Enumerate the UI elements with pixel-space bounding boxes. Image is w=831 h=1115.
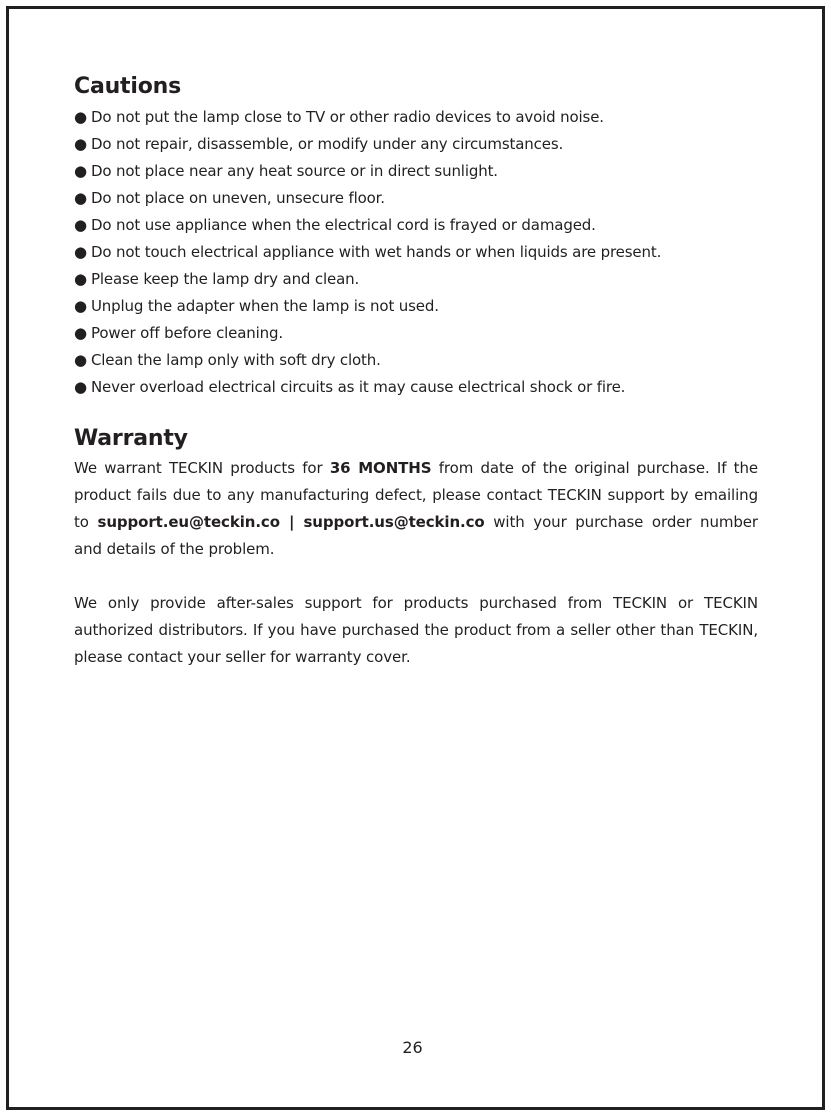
caution-text: Do not put the lamp close to TV or other radio devices to avoid noise. bbox=[90, 108, 604, 126]
caution-text: Power off before cleaning. bbox=[90, 324, 284, 342]
caution-text: Unplug the adapter when the lamp is not used. bbox=[90, 297, 439, 315]
bullet-icon: ● bbox=[74, 216, 87, 234]
caution-item bbox=[74, 239, 758, 266]
email-separator: | bbox=[279, 513, 304, 531]
caution-item bbox=[74, 131, 758, 158]
caution-item bbox=[74, 266, 758, 293]
warranty-paragraph bbox=[74, 455, 758, 563]
caution-text: Do not touch electrical appliance with wet hands or when liquids are present. bbox=[90, 243, 662, 261]
page-content bbox=[74, 70, 758, 671]
warranty-duration: 36 MONTHS bbox=[329, 459, 432, 477]
caution-text: Clean the lamp only with soft dry cloth. bbox=[90, 351, 381, 369]
warranty-text: with your purchase order number and details of the problem. bbox=[74, 513, 758, 558]
caution-item bbox=[74, 347, 758, 374]
bullet-icon: ● bbox=[74, 378, 87, 396]
caution-text: Do not use appliance when the electrical cord is frayed or damaged. bbox=[90, 216, 596, 234]
caution-item bbox=[74, 185, 758, 212]
page-number: 26 bbox=[402, 1038, 423, 1057]
bullet-icon: ● bbox=[74, 135, 87, 153]
bullet-icon: ● bbox=[74, 243, 87, 261]
bullet-icon: ● bbox=[74, 324, 87, 342]
after-sales-paragraph: We only provide after-sales support for products purchased from TECKIN or TECKIN authorized distributors. If you have purchased the product from a seller other than TECKIN, please contact your seller for warranty cover. bbox=[74, 594, 758, 666]
email-us-link[interactable]: support.us@teckin.co bbox=[303, 513, 485, 531]
caution-item bbox=[74, 212, 758, 239]
email-eu-link[interactable]: support.eu@teckin.co bbox=[97, 513, 280, 531]
bullet-icon: ● bbox=[74, 297, 87, 315]
bullet-icon: ● bbox=[74, 162, 87, 180]
warranty-text: We warrant TECKIN products for bbox=[74, 459, 330, 477]
caution-item bbox=[74, 374, 758, 401]
caution-item bbox=[74, 320, 758, 347]
bullet-icon: ● bbox=[74, 189, 87, 207]
caution-text: Please keep the lamp dry and clean. bbox=[90, 270, 360, 288]
warranty-text: from date of the original purchase. If the product fails due to any manufacturing defect, please contact TECKIN support by emailing to bbox=[74, 459, 758, 531]
caution-item bbox=[74, 293, 758, 320]
caution-text: Do not place near any heat source or in direct sunlight. bbox=[90, 162, 498, 180]
cautions-list bbox=[74, 104, 758, 401]
caution-text: Do not repair, disassemble, or modify under any circumstances. bbox=[90, 135, 564, 153]
caution-item bbox=[74, 104, 758, 131]
caution-text: Do not place on uneven, unsecure floor. bbox=[90, 189, 385, 207]
warranty-heading: Warranty bbox=[74, 426, 188, 451]
cautions-heading: Cautions bbox=[74, 74, 181, 99]
caution-item bbox=[74, 158, 758, 185]
bullet-icon: ● bbox=[74, 108, 87, 126]
bullet-icon: ● bbox=[74, 270, 87, 288]
bullet-icon: ● bbox=[74, 351, 87, 369]
caution-text: Never overload electrical circuits as it may cause electrical shock or fire. bbox=[90, 378, 626, 396]
